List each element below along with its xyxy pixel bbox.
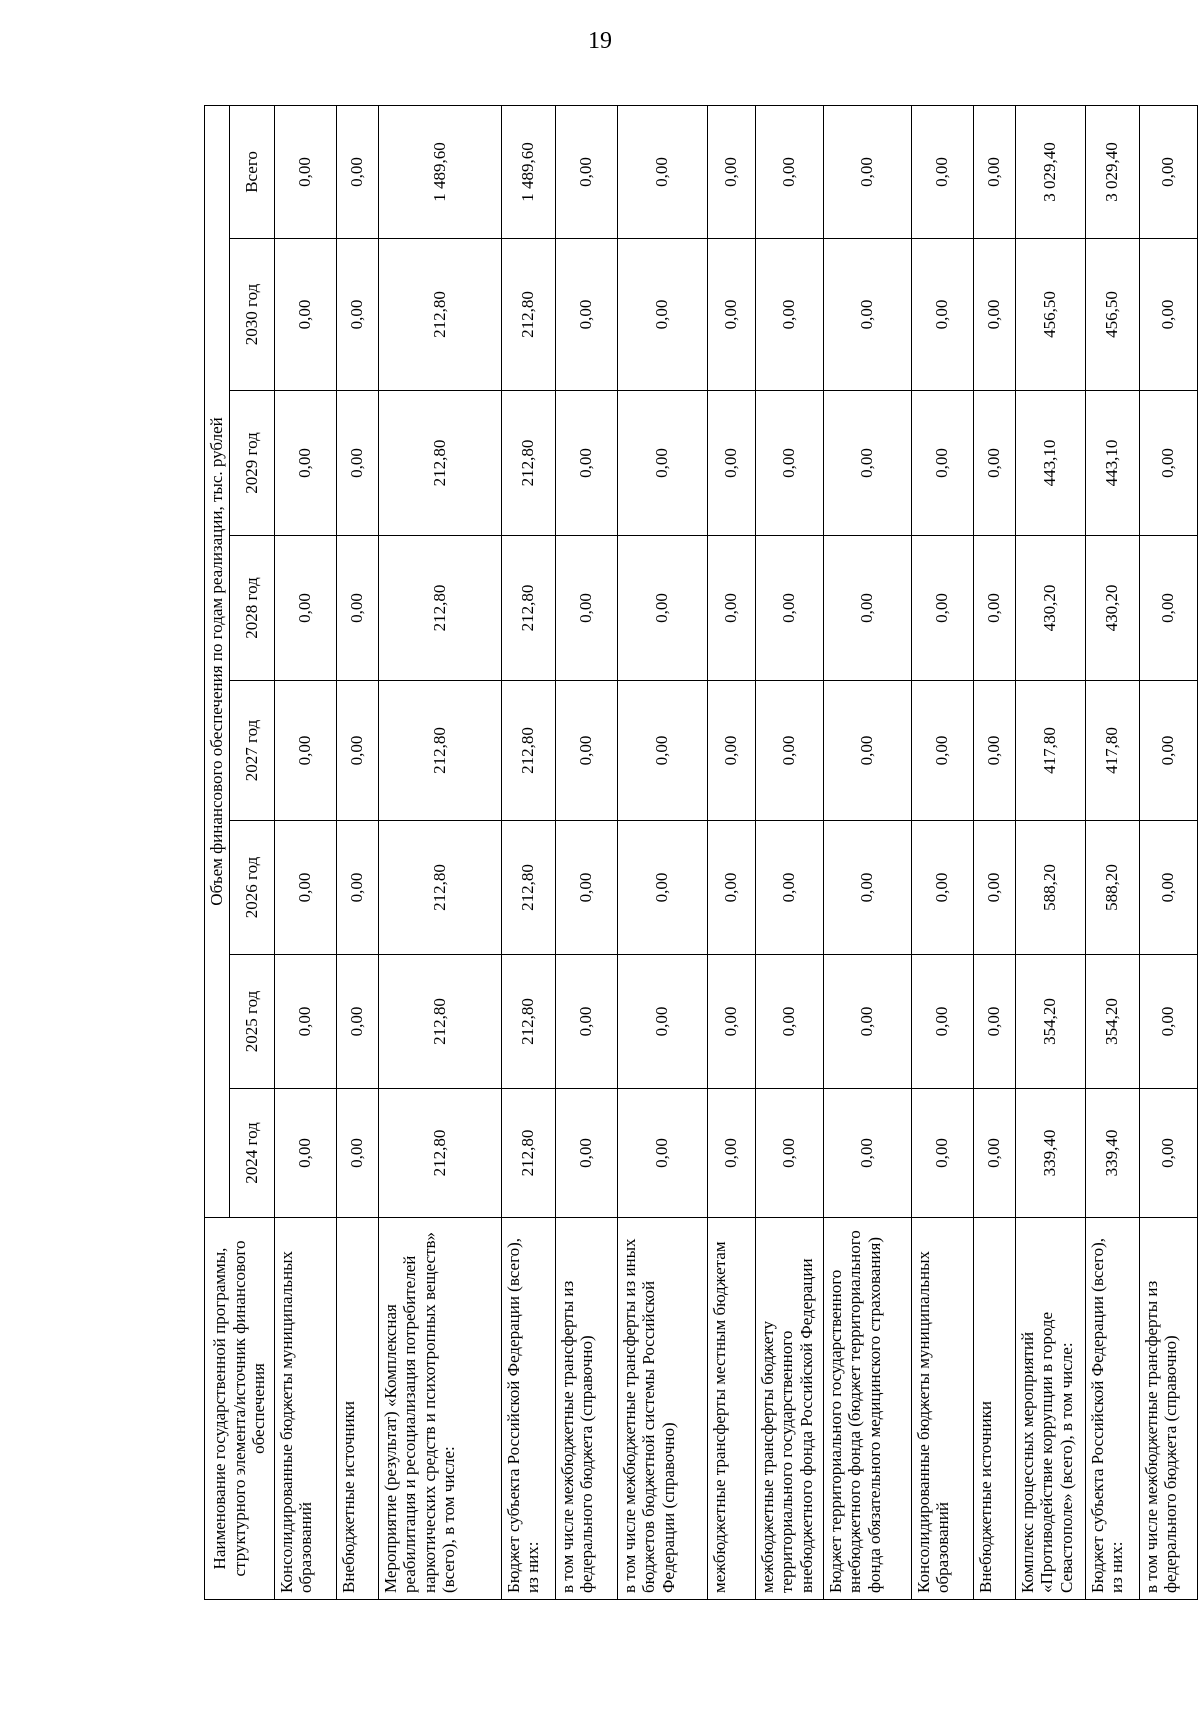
row-value: 3 029,40: [1015, 105, 1085, 238]
table-body: [274, 105, 1197, 1599]
header-volume-column: Объем финансового обеспечения по годам реализации, тыс. рублей: [205, 105, 230, 1217]
row-value: 212,80: [378, 239, 501, 391]
row-value: 0,00: [336, 105, 378, 238]
row-value: 0,00: [823, 105, 911, 238]
row-value: 0,00: [823, 1089, 911, 1218]
header-year-5: 2029 год: [229, 391, 274, 536]
header-year-7: Всего: [229, 105, 274, 238]
row-value: 339,40: [1085, 1089, 1139, 1218]
financing-table: [204, 105, 1198, 1600]
row-name: Внебюджетные источники: [336, 1218, 378, 1600]
table-row: [617, 105, 707, 1599]
row-value: 0,00: [823, 391, 911, 536]
row-name: межбюджетные трансферты бюджету территориального государственного внебюджетного фонда Российской Федерации: [755, 1218, 823, 1600]
table-row: [1015, 105, 1085, 1599]
row-value: 0,00: [274, 105, 336, 238]
row-value: 0,00: [911, 391, 973, 536]
table-row: [755, 105, 823, 1599]
table-row: [973, 105, 1015, 1599]
row-name: Внебюджетные источники: [973, 1218, 1015, 1600]
row-value: 0,00: [1139, 955, 1197, 1089]
row-value: 212,80: [501, 1089, 555, 1218]
table-row: [378, 105, 501, 1599]
row-value: 3 029,40: [1085, 105, 1139, 238]
row-value: 212,80: [501, 955, 555, 1089]
row-value: 0,00: [755, 681, 823, 821]
row-value: 0,00: [911, 536, 973, 681]
row-value: 0,00: [274, 536, 336, 681]
row-value: 0,00: [336, 821, 378, 955]
row-value: 0,00: [1139, 1089, 1197, 1218]
row-value: 0,00: [973, 821, 1015, 955]
row-value: 0,00: [617, 536, 707, 681]
row-value: 0,00: [973, 239, 1015, 391]
row-name: Бюджет субъекта Российской Федерации (всего), из них:: [501, 1218, 555, 1600]
page-number: 19: [588, 28, 612, 54]
row-value: 212,80: [501, 239, 555, 391]
row-value: 0,00: [973, 536, 1015, 681]
row-value: 212,80: [378, 681, 501, 821]
table-row: [501, 105, 555, 1599]
row-value: 0,00: [823, 536, 911, 681]
row-name: Консолидированные бюджеты муниципальных образований: [274, 1218, 336, 1600]
row-value: 212,80: [501, 536, 555, 681]
row-value: 0,00: [617, 105, 707, 238]
table-row: [823, 105, 911, 1599]
row-value: 0,00: [755, 955, 823, 1089]
row-value: 0,00: [617, 955, 707, 1089]
row-value: 0,00: [973, 1089, 1015, 1218]
row-value: 0,00: [707, 105, 755, 238]
header-year-2: 2026 год: [229, 821, 274, 955]
row-value: 354,20: [1015, 955, 1085, 1089]
row-value: 417,80: [1085, 681, 1139, 821]
row-value: 0,00: [707, 391, 755, 536]
header-year-4: 2028 год: [229, 536, 274, 681]
row-value: 212,80: [378, 821, 501, 955]
row-value: 0,00: [755, 1089, 823, 1218]
row-value: 0,00: [274, 821, 336, 955]
row-value: 430,20: [1015, 536, 1085, 681]
row-value: 0,00: [274, 1089, 336, 1218]
row-value: 0,00: [1139, 821, 1197, 955]
row-value: 212,80: [501, 821, 555, 955]
row-value: 443,10: [1085, 391, 1139, 536]
row-value: 417,80: [1015, 681, 1085, 821]
header-name-column: Наименование государственной программы, структурного элемента/источник финансового обеспечения: [205, 1218, 275, 1600]
row-value: 0,00: [555, 239, 617, 391]
row-value: 430,20: [1085, 536, 1139, 681]
row-value: 0,00: [617, 391, 707, 536]
row-value: 0,00: [336, 391, 378, 536]
row-value: 0,00: [617, 681, 707, 821]
row-value: 0,00: [1139, 391, 1197, 536]
row-value: 0,00: [911, 681, 973, 821]
row-name: Комплекс процессных мероприятий «Противодействие коррупции в городе Севастополе» (всего), в том числе:: [1015, 1218, 1085, 1600]
row-value: 0,00: [755, 239, 823, 391]
row-value: 0,00: [755, 391, 823, 536]
table-row: [336, 105, 378, 1599]
row-value: 0,00: [274, 239, 336, 391]
row-value: 212,80: [378, 955, 501, 1089]
row-value: 0,00: [823, 239, 911, 391]
header-year-6: 2030 год: [229, 239, 274, 391]
row-value: 0,00: [707, 955, 755, 1089]
row-value: 0,00: [555, 955, 617, 1089]
row-value: 0,00: [823, 955, 911, 1089]
table-row: [1085, 105, 1139, 1599]
row-value: 0,00: [1139, 681, 1197, 821]
row-value: 0,00: [336, 955, 378, 1089]
row-value: 588,20: [1085, 821, 1139, 955]
row-value: 0,00: [274, 681, 336, 821]
header-year-0: 2024 год: [229, 1089, 274, 1218]
row-value: 0,00: [336, 239, 378, 391]
row-value: 0,00: [911, 955, 973, 1089]
table-row: [555, 105, 617, 1599]
row-value: 0,00: [707, 1089, 755, 1218]
row-value: 0,00: [617, 1089, 707, 1218]
row-value: 0,00: [707, 536, 755, 681]
row-value: 0,00: [274, 391, 336, 536]
row-value: 0,00: [973, 681, 1015, 821]
row-value: 0,00: [1139, 105, 1197, 238]
row-value: 456,50: [1085, 239, 1139, 391]
row-value: 0,00: [755, 536, 823, 681]
row-value: 0,00: [1139, 239, 1197, 391]
row-value: 0,00: [911, 1089, 973, 1218]
row-value: 0,00: [617, 239, 707, 391]
row-name: Бюджет субъекта Российской Федерации (всего), из них:: [1085, 1218, 1139, 1600]
header-year-1: 2025 год: [229, 955, 274, 1089]
row-value: 339,40: [1015, 1089, 1085, 1218]
row-value: 0,00: [823, 821, 911, 955]
row-value: 588,20: [1015, 821, 1085, 955]
row-value: 0,00: [755, 105, 823, 238]
row-value: 0,00: [555, 681, 617, 821]
row-name: Консолидированные бюджеты муниципальных образований: [911, 1218, 973, 1600]
row-value: 456,50: [1015, 239, 1085, 391]
row-name: межбюджетные трансферты местным бюджетам: [707, 1218, 755, 1600]
row-value: 443,10: [1015, 391, 1085, 536]
row-value: 0,00: [823, 681, 911, 821]
row-value: 0,00: [336, 536, 378, 681]
row-value: 1 489,60: [378, 105, 501, 238]
row-value: 0,00: [555, 821, 617, 955]
row-value: 0,00: [973, 391, 1015, 536]
row-value: 1 489,60: [501, 105, 555, 238]
row-value: 0,00: [707, 681, 755, 821]
row-value: 0,00: [1139, 536, 1197, 681]
row-value: 0,00: [336, 681, 378, 821]
row-value: 0,00: [336, 1089, 378, 1218]
row-value: 0,00: [911, 821, 973, 955]
row-name: в том числе межбюджетные трансферты из федерального бюджета (справочно): [1139, 1218, 1197, 1600]
row-name: в том числе межбюджетные трансферты из федерального бюджета (справочно): [555, 1218, 617, 1600]
table-row: [1139, 105, 1197, 1599]
rotated-table-container: [204, 106, 1181, 1600]
row-value: 0,00: [973, 955, 1015, 1089]
row-value: 0,00: [617, 821, 707, 955]
row-value: 212,80: [378, 1089, 501, 1218]
row-value: 0,00: [755, 821, 823, 955]
table-row: [707, 105, 755, 1599]
row-value: 212,80: [378, 391, 501, 536]
row-value: 212,80: [501, 681, 555, 821]
header-row-top: [205, 105, 230, 1599]
row-value: 0,00: [707, 239, 755, 391]
row-value: 0,00: [707, 821, 755, 955]
row-value: 0,00: [555, 536, 617, 681]
row-value: 0,00: [274, 955, 336, 1089]
row-value: 212,80: [501, 391, 555, 536]
row-value: 354,20: [1085, 955, 1139, 1089]
row-value: 0,00: [973, 105, 1015, 238]
row-value: 0,00: [911, 239, 973, 391]
table-row: [911, 105, 973, 1599]
row-name: в том числе межбюджетные трансферты из иных бюджетов бюджетной системы Российской Федерации (справочно): [617, 1218, 707, 1600]
row-name: Мероприятие (результат) «Комплексная реабилитация и ресоциализация потребителей наркотических средств и психотропных веществ» (всего), в том числе:: [378, 1218, 501, 1600]
header-year-3: 2027 год: [229, 681, 274, 821]
row-value: 212,80: [378, 536, 501, 681]
row-name: Бюджет территориального государственного внебюджетного фонда (бюджет территориального фонда обязательного медицинского страхования): [823, 1218, 911, 1600]
row-value: 0,00: [555, 105, 617, 238]
row-value: 0,00: [911, 105, 973, 238]
row-value: 0,00: [555, 1089, 617, 1218]
table-row: [274, 105, 336, 1599]
row-value: 0,00: [555, 391, 617, 536]
